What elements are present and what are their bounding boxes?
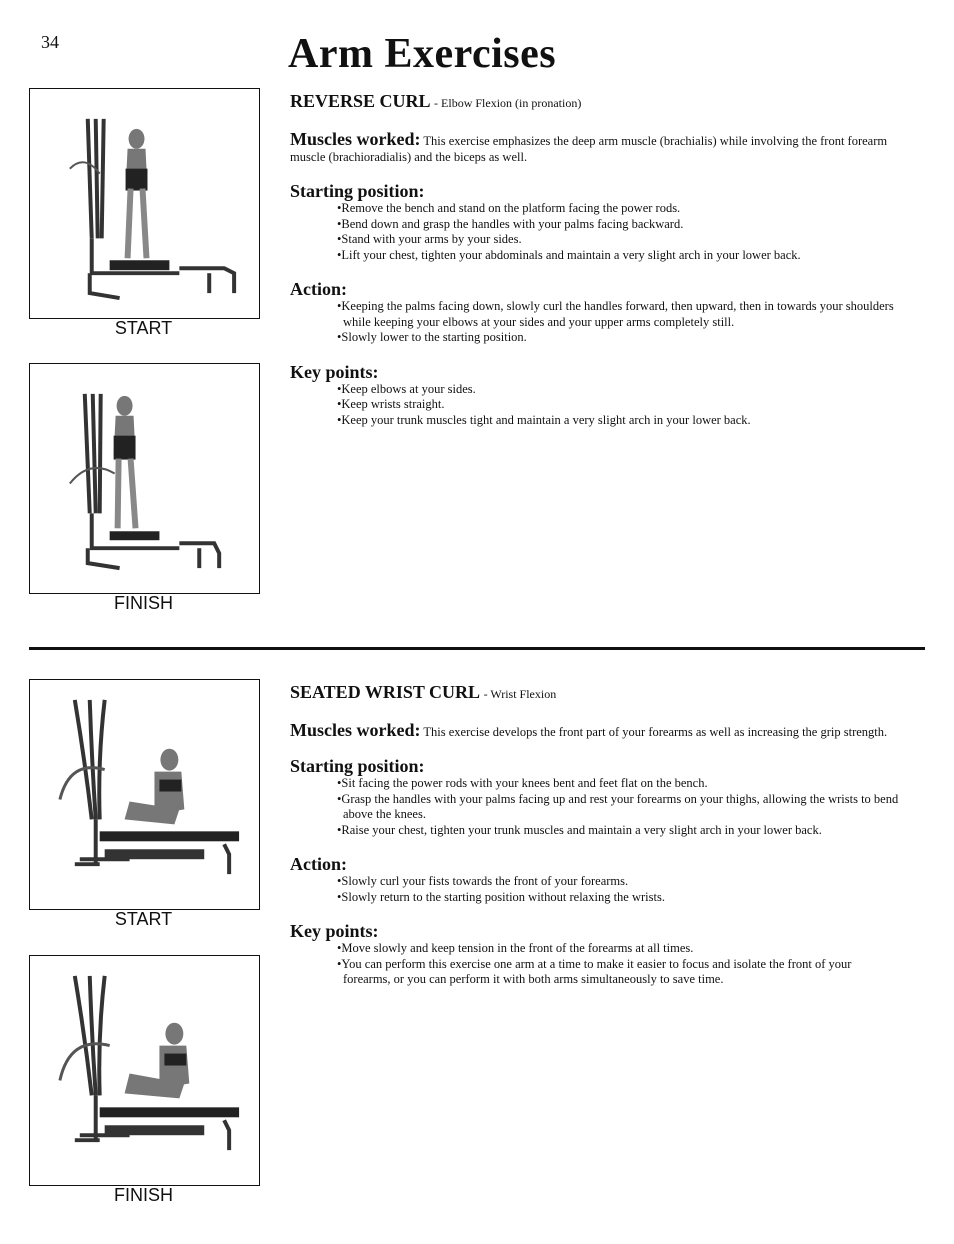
action-heading: Action: bbox=[290, 279, 347, 299]
list-item: • Slowly curl your fists towards the front of your forearms. bbox=[337, 874, 900, 890]
key-points-list bbox=[290, 382, 900, 429]
exercise-name: SEATED WRIST CURL bbox=[290, 682, 481, 702]
list-item: • Slowly return to the starting position without relaxing the wrists. bbox=[337, 890, 900, 906]
list-item: • Remove the bench and stand on the platform facing the power rods. bbox=[337, 201, 900, 217]
action-list bbox=[290, 874, 900, 905]
muscles-worked-text: This exercise develops the front part of your forearms as well as increasing the grip strength. bbox=[423, 725, 888, 739]
list-item: • Keeping the palms facing down, slowly curl the handles forward, then upward, then in towards your shoulders while keeping your elbows at your sides and your upper arms completely still. bbox=[337, 299, 900, 330]
seated-exercise-illustration bbox=[30, 680, 259, 909]
key-points-list bbox=[290, 941, 900, 988]
exercise-name: REVERSE CURL bbox=[290, 91, 431, 111]
action-heading: Action: bbox=[290, 854, 347, 874]
page-title: Arm Exercises bbox=[288, 31, 557, 77]
reverse-curl-start-image bbox=[29, 88, 260, 319]
list-item: • Lift your chest, tighten your abdominals and maintain a very slight arch in your lower back. bbox=[337, 248, 900, 264]
list-item: • Grasp the handles with your palms facing up and rest your forearms on your thighs, allowing the wrists to bend above the knees. bbox=[337, 792, 900, 823]
list-item: • Sit facing the power rods with your knees bent and feet flat on the bench. bbox=[337, 776, 900, 792]
standing-exercise-illustration bbox=[30, 89, 259, 318]
list-item: • Stand with your arms by your sides. bbox=[337, 232, 900, 248]
exercise-subtitle: - Wrist Flexion bbox=[483, 687, 557, 701]
list-item: • Keep elbows at your sides. bbox=[337, 382, 900, 398]
starting-position-list bbox=[290, 776, 900, 838]
wrist-curl-start-caption: START bbox=[114, 909, 173, 929]
standing-exercise-illustration bbox=[30, 364, 259, 593]
list-item: • Keep wrists straight. bbox=[337, 397, 900, 413]
list-item: • Slowly lower to the starting position. bbox=[337, 330, 900, 346]
list-item: • Keep your trunk muscles tight and maintain a very slight arch in your lower back. bbox=[337, 413, 900, 429]
list-item: • Bend down and grasp the handles with your palms facing backward. bbox=[337, 217, 900, 233]
wrist-curl-finish-caption: FINISH bbox=[113, 1185, 173, 1205]
starting-position-list bbox=[290, 201, 900, 263]
wrist-curl-start-image bbox=[29, 679, 260, 910]
reverse-curl-section bbox=[290, 92, 900, 428]
section-divider bbox=[29, 647, 925, 650]
seated-exercise-illustration bbox=[30, 956, 259, 1185]
muscles-worked-label: Muscles worked: bbox=[290, 129, 421, 149]
list-item: • Raise your chest, tighten your trunk muscles and maintain a very slight arch in your lower back. bbox=[337, 823, 900, 839]
seated-wrist-curl-section bbox=[290, 683, 900, 988]
key-points-heading: Key points: bbox=[290, 361, 379, 382]
muscles-worked-text: This exercise emphasizes the deep arm muscle (brachialis) while involving the front forearm muscle (brachioradialis) and the biceps as well. bbox=[290, 134, 888, 164]
list-item: • Move slowly and keep tension in the front of the forearms at all times. bbox=[337, 941, 900, 957]
reverse-curl-finish-image bbox=[29, 363, 260, 594]
starting-position-heading: Starting position: bbox=[290, 181, 425, 201]
key-points-heading: Key points: bbox=[290, 921, 379, 941]
list-item: • You can perform this exercise one arm at a time to make it easier to focus and isolate the front of your forearms, or you can perform it with both arms simultaneously to save time. bbox=[337, 957, 900, 988]
action-list bbox=[290, 299, 900, 346]
muscles-worked-label: Muscles worked: bbox=[290, 720, 421, 740]
starting-position-heading: Starting position: bbox=[290, 756, 425, 776]
reverse-curl-start-caption: START bbox=[114, 318, 173, 338]
page-number: 34 bbox=[41, 32, 59, 52]
reverse-curl-finish-caption: FINISH bbox=[113, 593, 173, 613]
wrist-curl-finish-image bbox=[29, 955, 260, 1186]
exercise-subtitle: - Elbow Flexion (in pronation) bbox=[434, 96, 582, 110]
